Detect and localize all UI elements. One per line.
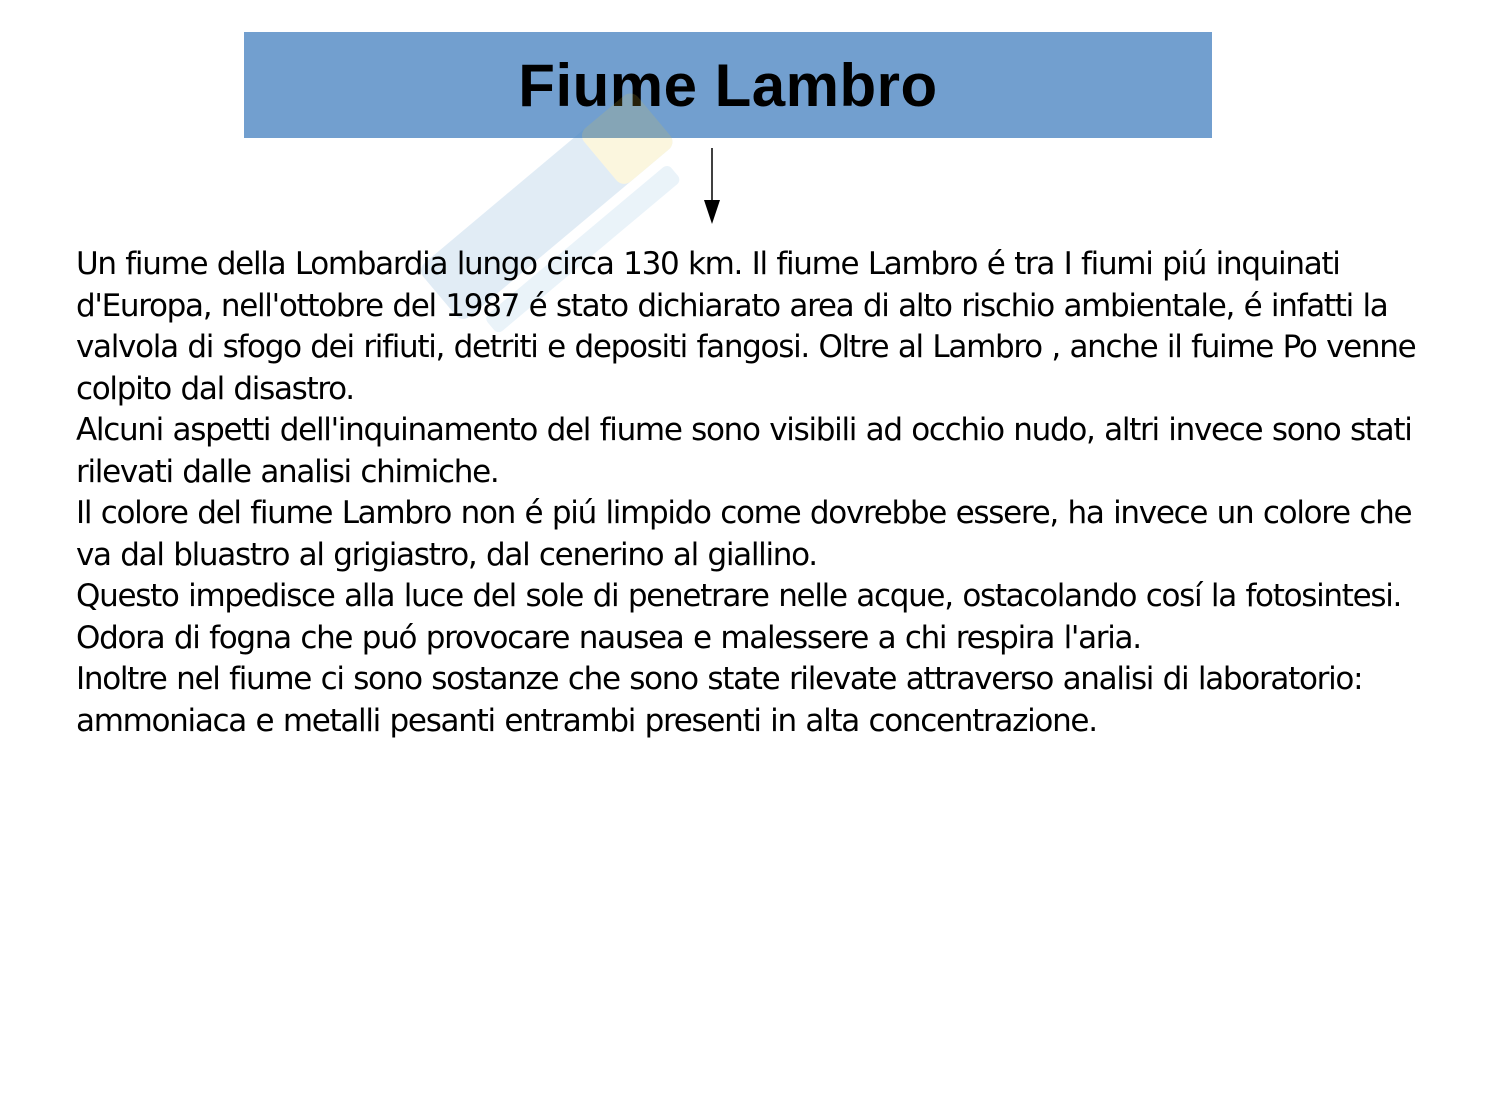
- paragraph-light-effect: Questo impedisce alla luce del sole di penetrare nelle acque, ostacolando cosí la fotosintesi. Odora di fogna che puó provocare nausea e malessere a chi respira l'aria.: [76, 578, 1402, 656]
- title-box: [244, 32, 1212, 138]
- paragraph-visible-pollution: Alcuni aspetti dell'inquinamento del fiume sono visibili ad occhio nudo, altri invece sono stati rilevati dalle analisi chimiche.: [76, 412, 1412, 490]
- paragraph-lab-analysis: Inoltre nel fiume ci sono sostanze che sono state rilevate attraverso analisi di laboratorio: ammoniaca e metalli pesanti entrambi presenti in alta concentrazione.: [76, 661, 1363, 739]
- paragraph-overview: Un fiume della Lombardia lungo circa 130 km. Il fiume Lambro é tra I fiumi piú inquinati d'Europa, nell'ottobre del 1987 é stato dichiarato area di alto rischio ambientale, é infatti la valvola di sfogo dei rifiuti, detriti e depositi fangosi. Oltre al Lambro , anche il fuime Po venne colpito dal disastro.: [76, 246, 1416, 407]
- body-text: [76, 244, 1416, 742]
- slide-title: Fiume Lambro: [518, 52, 938, 119]
- down-arrow-icon: [700, 148, 724, 226]
- paragraph-river-color: Il colore del fiume Lambro non é piú limpido come dovrebbe essere, ha invece un colore che va dal bluastro al grigiastro, dal cenerino al giallino.: [76, 495, 1412, 573]
